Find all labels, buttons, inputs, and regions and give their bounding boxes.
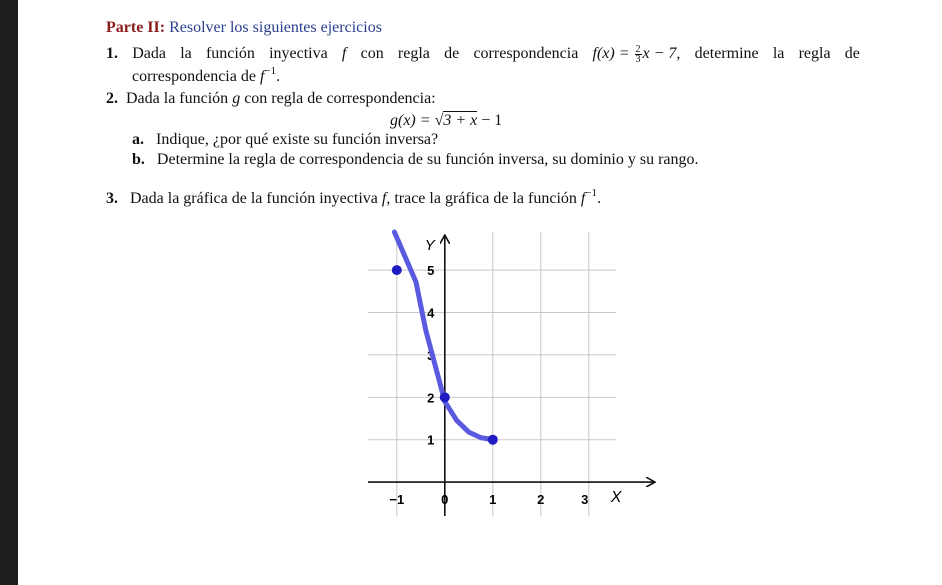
q1-line1	[106, 44, 860, 64]
curve-point	[488, 435, 498, 445]
section-title	[106, 18, 382, 38]
y-tick-label: 2	[427, 390, 435, 406]
g-rhs: − 1	[481, 112, 503, 129]
q1-word: de	[844, 45, 860, 62]
fraction-numerator: 2	[635, 43, 641, 55]
q1-word: regla	[397, 45, 430, 62]
x-tick-label: 2	[537, 492, 545, 508]
q1-word: la	[180, 45, 192, 62]
q1-line2-text: correspondencia de	[132, 68, 256, 85]
q1-period: .	[276, 68, 281, 85]
y-axis-label: Y	[424, 237, 435, 254]
q1-word: f	[341, 45, 347, 62]
q2-number: 2.	[106, 90, 118, 107]
function-graph	[346, 228, 666, 520]
q1-word: determine	[694, 45, 759, 62]
x-tick-label: −1	[389, 492, 405, 508]
x-tick-label: 3	[581, 492, 589, 508]
q3-period: .	[597, 190, 602, 207]
x-tick-label: 1	[489, 492, 497, 508]
q1-formula-rhs: x − 7,	[642, 45, 681, 62]
q1-word: regla	[798, 45, 831, 62]
q1-word: de	[444, 45, 460, 62]
q2-item-a	[132, 130, 438, 150]
q1-word: función	[205, 45, 255, 62]
q1-word: la	[772, 45, 785, 62]
question-1	[106, 44, 860, 64]
item-b-label: b.	[132, 151, 145, 168]
question-2	[106, 89, 436, 109]
curve-point	[440, 392, 450, 402]
inverse-f: f	[259, 68, 265, 85]
y-tick-label: 5	[427, 263, 435, 279]
q1-word: inyectiva	[269, 45, 328, 62]
y-tick-label: 3	[427, 347, 435, 363]
sqrt-content: 3 + x	[443, 112, 478, 129]
curve-point	[392, 265, 402, 275]
fraction-denominator: 3	[635, 53, 641, 65]
grid	[368, 232, 616, 516]
q1-word: con	[360, 45, 384, 62]
q3-text-a: Dada la gráfica de la función inyectiva	[130, 190, 378, 207]
inverse-exponent: −1	[264, 65, 277, 77]
q2-formula	[390, 111, 502, 131]
q1-number: 1.	[106, 45, 118, 62]
y-tick-label: 1	[427, 432, 435, 448]
item-a-text: Indique, ¿por qué existe su función inversa?	[156, 131, 439, 148]
x-axis-label: X	[610, 489, 622, 507]
left-window-edge	[0, 0, 18, 585]
axes	[368, 236, 654, 516]
q2-text-a: Dada la función	[126, 90, 229, 107]
q2-var: g	[232, 90, 241, 107]
g-lhs: g(x) =	[390, 112, 431, 129]
q3-f: f	[381, 190, 387, 207]
sqrt-symbol: √	[434, 112, 444, 129]
document-page	[18, 0, 942, 585]
q2-item-b	[132, 150, 699, 170]
q1-formula-lhs: f(x) =	[592, 45, 630, 62]
item-b-text: Determine la regla de correspondencia de su función inversa, su dominio y su rango.	[156, 151, 699, 168]
q1-formula	[593, 44, 681, 64]
q1-fraction	[635, 45, 642, 64]
question-3	[106, 189, 601, 210]
part-label: Parte II:	[106, 19, 166, 36]
q1-word: Dada	[132, 45, 166, 62]
q1-word: correspondencia	[473, 45, 579, 62]
x-tick-label: 0	[441, 492, 449, 508]
q2-text-b: con regla de correspondencia:	[244, 90, 436, 107]
q3-number: 3.	[106, 190, 118, 207]
item-a-label: a.	[132, 131, 144, 148]
q3-inverse-f: f	[580, 190, 586, 207]
function-curve	[394, 232, 492, 440]
tick-labels	[389, 237, 622, 507]
part-subtitle: Resolver los siguientes ejercicios	[169, 19, 382, 36]
y-tick-label: 4	[427, 305, 435, 321]
q3-inverse-exponent: −1	[585, 187, 598, 199]
q3-text-b: , trace la gráfica de la función	[386, 190, 577, 207]
q1-line2	[132, 67, 280, 88]
curve-layer	[394, 232, 492, 440]
